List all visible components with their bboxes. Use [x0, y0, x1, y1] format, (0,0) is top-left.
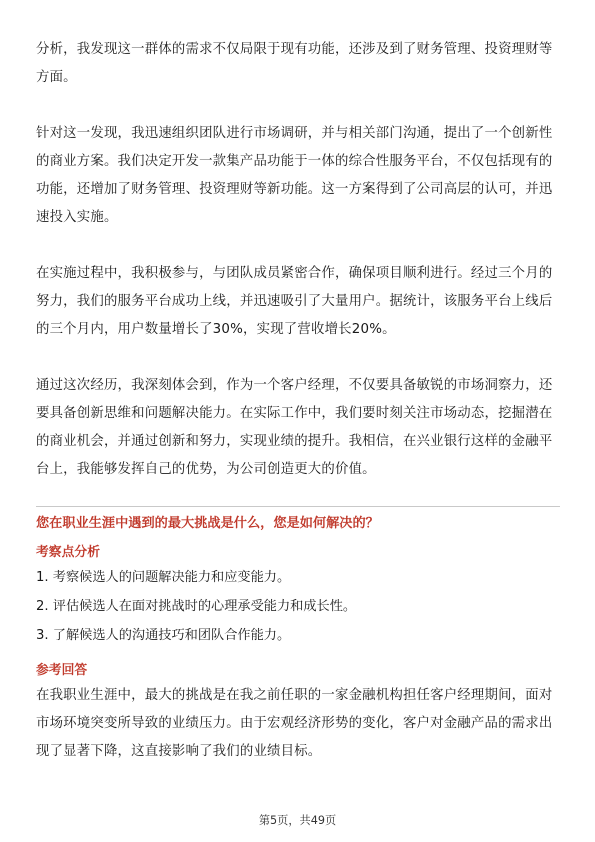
answer-text: 在我职业生涯中，最大的挑战是在我之前任职的一家金融机构担任客户经理期间，面对市场环境突变所导致的业绩压力。由于宏观经济形势的变化，客户对金融产品的需求出现了显著下降，这直接影响了我们的业绩目标。 — [36, 688, 553, 759]
paragraph-2: 针对这一发现，我迅速组织团队进行市场调研，并与相关部门沟通，提出了一个创新性的商业方案。我们决定开发一款集产品功能于一体的综合性服务平台，不仅包括现有的功能，还增加了财务管理、投资理财等新功能。这一方案得到了公司高层的认可，并迅速投入实施。 — [36, 126, 553, 225]
analysis-item-3: 3. 了解候选人的沟通技巧和团队合作能力。 — [36, 628, 291, 643]
analysis-item-2: 2. 评估候选人在面对挑战时的心理承受能力和成长性。 — [36, 599, 357, 614]
answer-title: 参考回答 — [36, 663, 88, 678]
section-divider — [36, 506, 560, 507]
paragraph-4: 通过这次经历，我深刻体会到，作为一个客户经理，不仅要具备敏锐的市场洞察力，还要具备创新思维和问题解决能力。在实际工作中，我们要时刻关注市场动态，挖掘潜在的商业机会，并通过创新和努力，实现业绩的提升。我相信，在兴业银行这样的金融平台上，我能够发挥自己的优势，为公司创造更大的价值。 — [36, 378, 553, 477]
paragraph-1: 分析，我发现这一群体的需求不仅局限于现有功能，还涉及到了财务管理、投资理财等方面。 — [36, 42, 553, 85]
page-number: 第5页，共49页 — [258, 814, 337, 827]
paragraph-3: 在实施过程中，我积极参与，与团队成员紧密合作，确保项目顺利进行。经过三个月的努力，我们的服务平台成功上线，并迅速吸引了大量用户。据统计，该服务平台上线后的三个月内，用户数量增长了30%，实现了营收增长20%。 — [36, 266, 553, 337]
analysis-title: 考察点分析 — [36, 545, 100, 560]
analysis-item-1: 1. 考察候选人的问题解决能力和应变能力。 — [36, 570, 291, 585]
interview-question: 您在职业生涯中遇到的最大挑战是什么，您是如何解决的？ — [36, 516, 379, 531]
